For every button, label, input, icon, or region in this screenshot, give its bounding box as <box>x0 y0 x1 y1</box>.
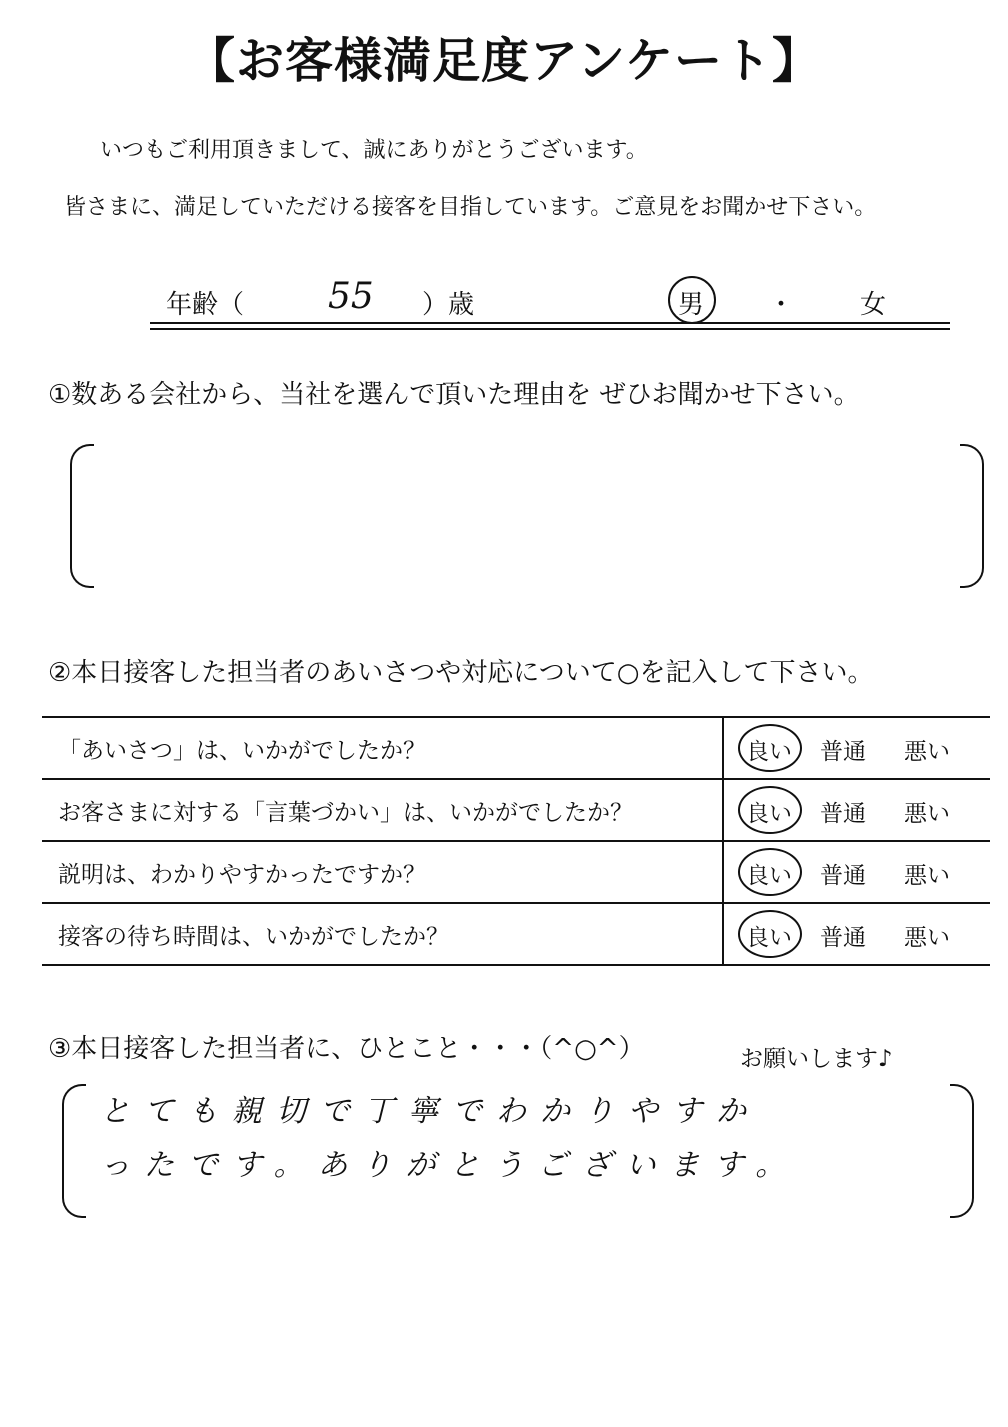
q3-heading: ③本日接客した担当者に、ひとこと・・・（^○^） <box>48 1034 645 1064</box>
rating-question: 「あいさつ」は、いかがでしたか？ <box>42 717 723 779</box>
intro-line-2: 皆さまに、満足していただける接客を目指しています。ご意見をお聞かせ下さい。 <box>64 195 877 220</box>
rating-options <box>723 903 990 965</box>
age-value[interactable]: 55 <box>328 276 374 317</box>
option-average[interactable]: 普通 <box>820 739 866 765</box>
selected-circle <box>738 910 802 958</box>
rating-options <box>723 717 990 779</box>
option-good[interactable]: 良い <box>746 925 792 951</box>
option-good[interactable]: 良い <box>746 801 792 827</box>
option-bad[interactable]: 悪い <box>904 801 950 827</box>
gender-male-circle <box>668 276 716 324</box>
option-bad[interactable]: 悪い <box>904 739 950 765</box>
rating-options <box>723 841 990 903</box>
rating-options <box>723 779 990 841</box>
gender-male[interactable]: 男 <box>678 290 705 320</box>
option-average[interactable]: 普通 <box>820 925 866 951</box>
q3-answer-line-2[interactable]: ったです。ありがとうございます。 <box>100 1148 800 1183</box>
q1-heading: ①数ある会社から、当社を選んで頂いた理由を ぜひお聞かせ下さい。 <box>48 380 860 410</box>
q1-answer-area[interactable] <box>100 470 950 560</box>
age-label: 年齢（ <box>166 290 245 320</box>
intro-line-1: いつもご利用頂きまして、誠にありがとうございます。 <box>100 138 648 163</box>
q1-bracket-left <box>70 444 94 588</box>
rating-question: 接客の待ち時間は、いかがでしたか？ <box>42 903 723 965</box>
age-suffix: ）歳 <box>422 290 475 320</box>
option-bad[interactable]: 悪い <box>904 925 950 951</box>
selected-circle <box>738 786 802 834</box>
table-row <box>42 717 990 779</box>
table-row <box>42 779 990 841</box>
rating-question: 説明は、わかりやすかったですか？ <box>42 841 723 903</box>
option-average[interactable]: 普通 <box>820 801 866 827</box>
page-title: 【お客様満足度アンケート】 <box>186 33 822 89</box>
q3-bracket-right <box>950 1084 974 1218</box>
rating-table <box>42 716 990 966</box>
selected-circle <box>738 724 802 772</box>
age-rule-top <box>150 322 950 324</box>
table-row <box>42 903 990 965</box>
q1-bracket-right <box>960 444 984 588</box>
table-row <box>42 841 990 903</box>
age-gender-row <box>150 278 950 326</box>
q2-heading: ②本日接客した担当者のあいさつや対応について○を記入して下さい。 <box>48 658 874 688</box>
gender-separator: ・ <box>768 290 795 320</box>
option-bad[interactable]: 悪い <box>904 863 950 889</box>
age-rule-bottom <box>150 328 950 330</box>
option-average[interactable]: 普通 <box>820 863 866 889</box>
q3-bracket-left <box>62 1084 86 1218</box>
selected-circle <box>738 848 802 896</box>
rating-question: お客さまに対する「言葉づかい」は、いかがでしたか？ <box>42 779 723 841</box>
q3-note: お願いします♪ <box>740 1046 893 1072</box>
option-good[interactable]: 良い <box>746 863 792 889</box>
option-good[interactable]: 良い <box>746 739 792 765</box>
q3-answer-line-1[interactable]: とても親切で丁寧でわかりやすか <box>100 1094 760 1129</box>
gender-female[interactable]: 女 <box>860 290 887 320</box>
